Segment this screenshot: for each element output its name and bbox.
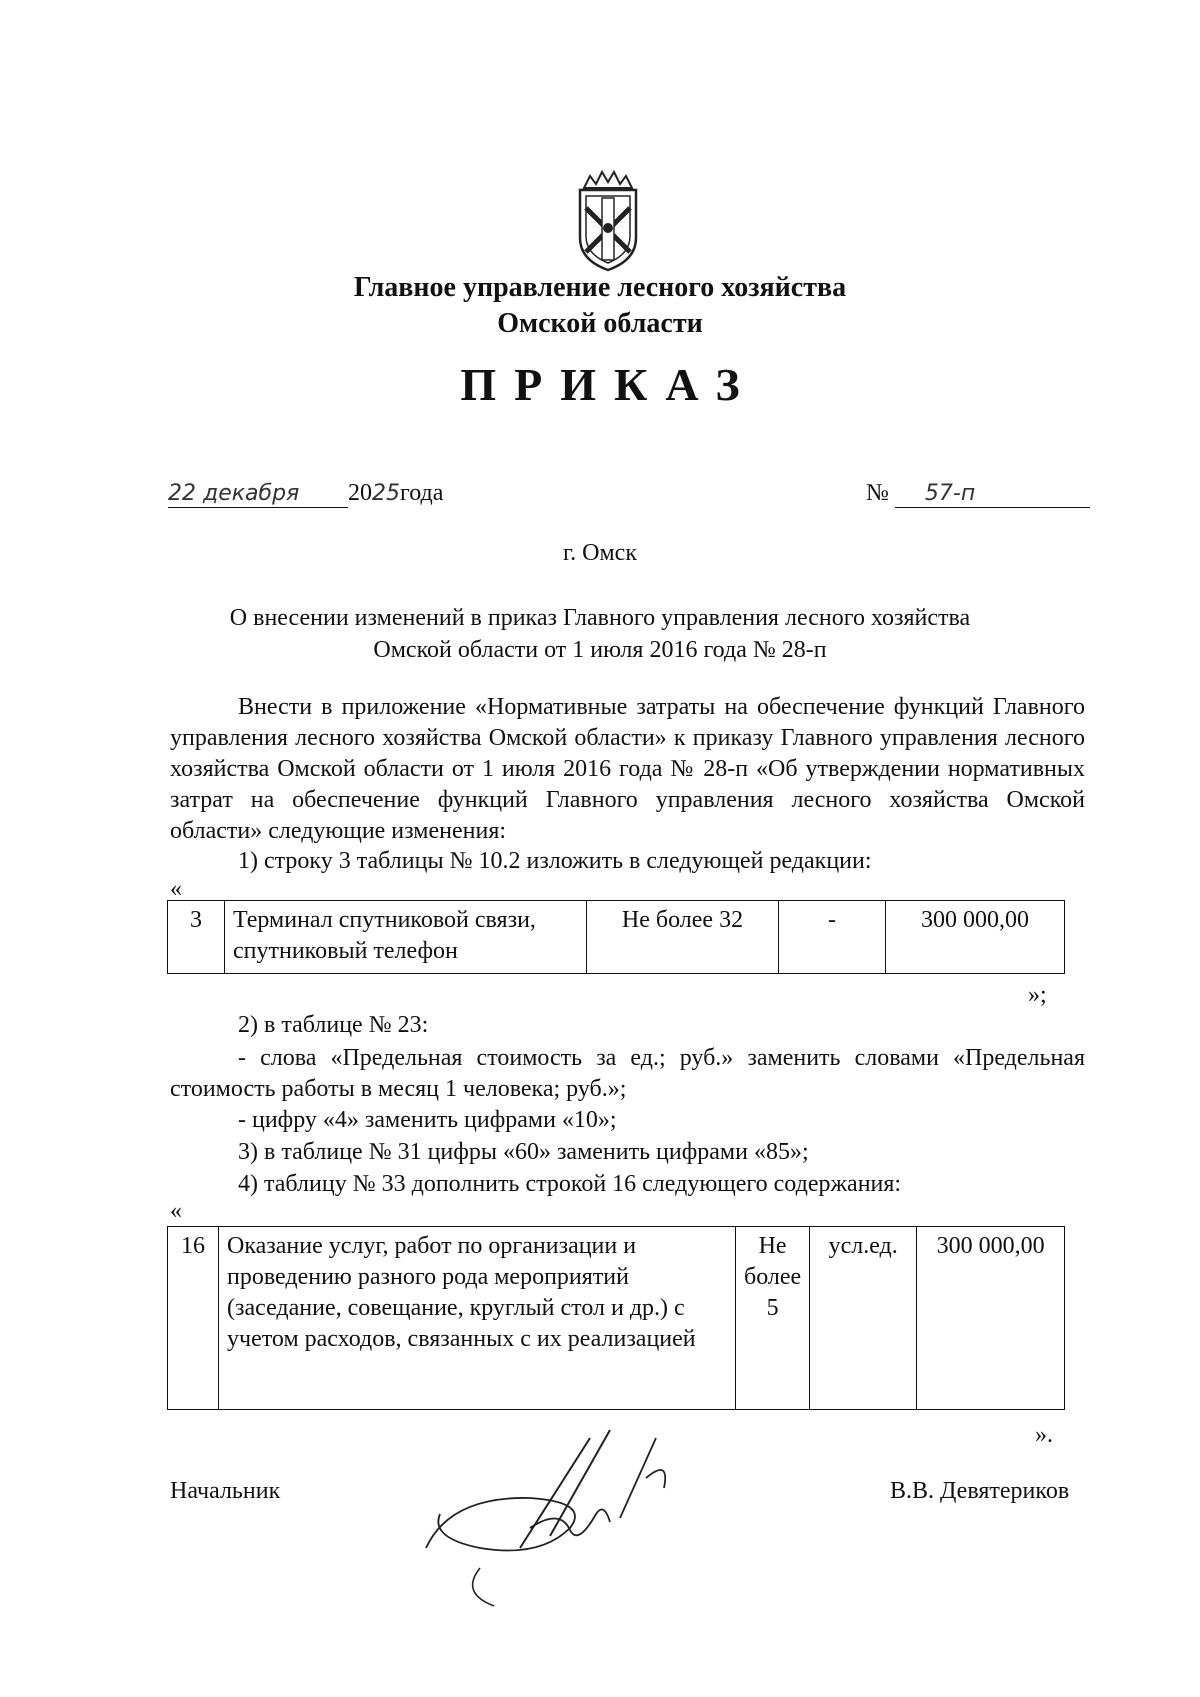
city: г. Омск (563, 540, 637, 566)
cell-quantity: Не более 32 (587, 901, 779, 974)
org-line-1: Главное управление лесного хозяйства (353, 272, 847, 303)
document-title: ПРИКАЗ (460, 359, 758, 410)
cell-unit: усл.ед. (810, 1227, 917, 1410)
cell-name: Терминал спутниковой связи, спутниковый телефон (225, 901, 587, 974)
open-quote-2: « (170, 1198, 182, 1224)
table-row (168, 1227, 1065, 1410)
cell-name: Оказание услуг, работ по организации и проведению разного рода мероприятий (заседание, совещание, круглый стол и др.) с учетом расходов, связанных с их реализацией (219, 1227, 736, 1410)
subject-line-1: О внесении изменений в приказ Главного управления лесного хозяйства (229, 605, 971, 631)
cell-unit: - (779, 901, 886, 974)
intro-paragraph: Внести в приложение «Нормативные затраты на обеспечение функций Главного управления лесного хозяйства Омской области» к приказу Главного управления лесного хозяйства Омской области от 1 июля 2016 года № 28-п «Об утверждении нормативных затрат на обеспечение функций Главного управления лесного хозяйства Омской области» следующие изменения: (170, 694, 1085, 844)
item-3: 3) в таблице № 31 цифры «60» заменить цифрами «85»; (238, 1139, 809, 1165)
item-2b: - цифру «4» заменить цифрами «10»; (238, 1107, 617, 1133)
number-label: № (866, 480, 889, 506)
subject-line-2: Омской области от 1 июля 2016 года № 28-п (373, 637, 827, 663)
signatory-name: В.В. Девятериков (890, 1478, 1070, 1504)
table-10-2-row (167, 900, 1065, 974)
year-handwritten: 25 (372, 481, 400, 506)
item-2a: - слова «Предельная стоимость за ед.; руб.» заменить словами «Предельная стоимость работы в месяц 1 человека; руб.»; (170, 1045, 1085, 1102)
order-number (866, 480, 1090, 508)
order-date (168, 480, 443, 508)
cell-number: 16 (168, 1227, 219, 1410)
item-4: 4) таблицу № 33 дополнить строкой 16 следующего содержания: (238, 1171, 902, 1197)
table-33-row (167, 1226, 1065, 1410)
close-quote-1: »; (1028, 982, 1047, 1008)
close-quote-2: ». (1035, 1422, 1053, 1448)
cell-quantity: Не более 5 (736, 1227, 810, 1410)
number-handwritten: 57-п (924, 481, 976, 506)
date-handwritten: 22 декабря (168, 481, 300, 506)
open-quote-1: « (170, 876, 182, 902)
item-1: 1) строку 3 таблицы № 10.2 изложить в следующей редакции: (238, 848, 872, 874)
cell-price: 300 000,00 (886, 901, 1065, 974)
org-line-2: Омской области (497, 308, 703, 339)
year-prefix: 20 (348, 480, 372, 506)
cell-price: 300 000,00 (917, 1227, 1065, 1410)
signatory-position: Начальник (170, 1478, 281, 1504)
signature-image (420, 1418, 720, 1618)
order-subject (150, 602, 1050, 666)
item-2: 2) в таблице № 23: (238, 1012, 429, 1038)
cell-number: 3 (168, 901, 225, 974)
year-suffix: года (400, 480, 444, 506)
coat-of-arms-emblem (566, 168, 650, 274)
table-row (168, 901, 1065, 974)
organization-name (0, 270, 1200, 342)
